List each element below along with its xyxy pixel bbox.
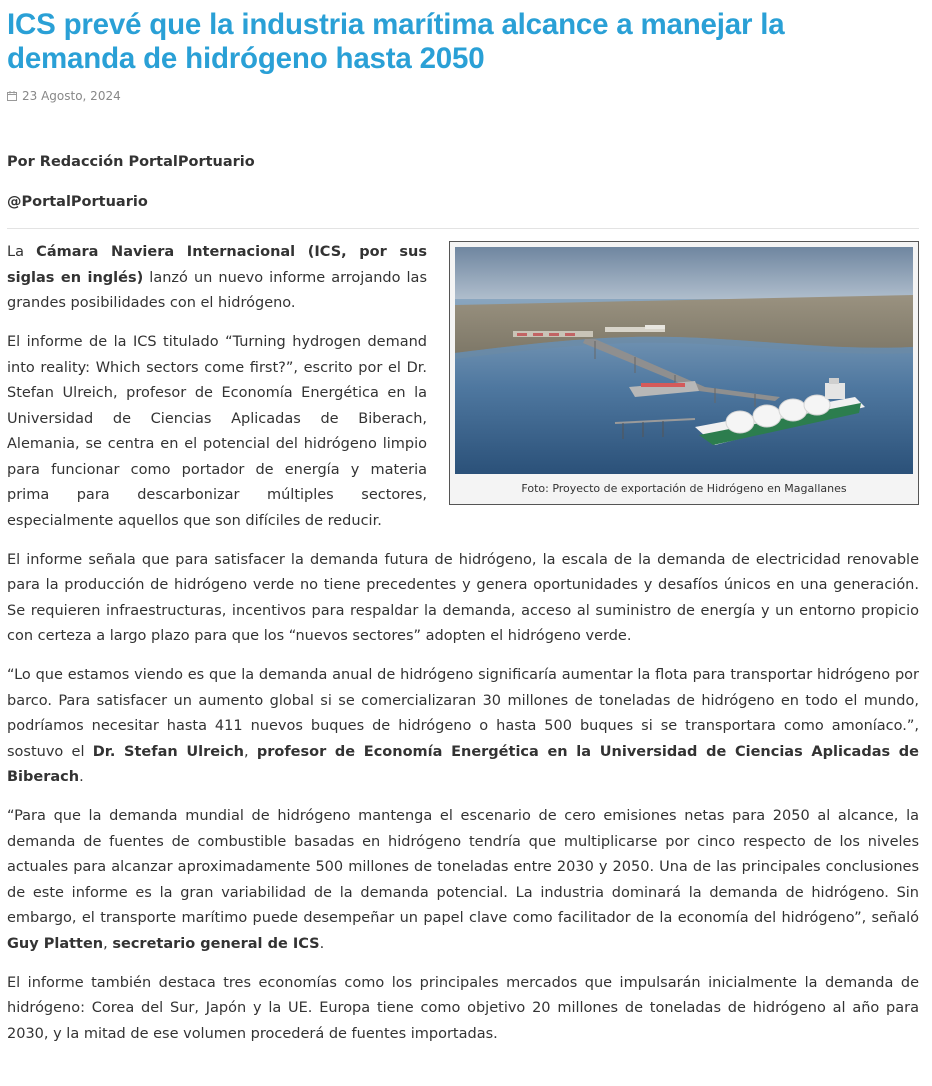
divider: [7, 228, 919, 229]
paragraph-6: El informe también destaca tres economías como los principales mercados que impulsarán inicialmente la demanda de hidrógeno: Corea del Sur, Japón y la UE. Europa tiene como objetivo 20 millones de toneladas de hidrógeno al año para 2030, y la mitad de ese volumen procederá de fuentes importadas.: [7, 974, 919, 1042]
bold-person-title: profesor de Economía Energética en la Universidad de Ciencias Aplicadas de Biberach: [7, 743, 920, 785]
bold-org-name: Cámara Naviera Internacional (ICS, por sus siglas en inglés): [7, 244, 428, 286]
bold-person-title: secretario general de ICS: [112, 935, 320, 952]
paragraph-5: “Para que la demanda mundial de hidrógeno mantenga el escenario de cero emisiones netas para 2050 al alcance, la demanda de fuentes de combustible basadas en hidrógeno tendría que multiplicarse por cinco respecto de los niveles actuales para alcanzar aproximadamente 500 millones de toneladas entre 2030 y 2050. Una de las principales conclusiones de este informe es la gran variabilidad de la demanda potencial. La industria dominará la demanda de hidrógeno. Sin embargo, el transporte marítimo puede desempeñar un papel clave como facilitador de la economía del hidrógeno”, señaló Guy Platten, secretario general de ICS.: [7, 808, 919, 952]
bold-person-name: Dr. Stefan Ulreich: [92, 743, 244, 760]
paragraph-3: El informe señala que para satisfacer la demanda futura de hidrógeno, la escala de la demanda de electricidad renovable para la producción de hidrógeno verde no tiene precedentes y genera oportunidades y desafíos únicos en una generación. Se requieren infraestructuras, incentivos para respaldar la demanda, acceso al suministro de energía y un entorno propicio con certeza a largo plazo para que los “nuevos sectores” adopten el hidrógeno verde.: [7, 551, 919, 644]
author-byline: Por Redacción PortalPortuario: [7, 154, 255, 170]
article-date: 23 Agosto, 2024: [22, 89, 121, 103]
port-photo: [455, 247, 913, 474]
paragraph-1: La Cámara Naviera Internacional (ICS, por sus siglas en inglés) lanzó un nuevo informe arrojando las grandes posibilidades con el hidrógeno.: [7, 244, 428, 311]
bold-person-name: Guy Platten: [7, 935, 104, 952]
author-handle: @PortalPortuario: [7, 194, 148, 210]
article-meta: [7, 86, 919, 106]
paragraph-4: “Lo que estamos viendo es que la demanda anual de hidrógeno significaría aumentar la flota para transportar hidrógeno por barco. Para satisfacer un aumento global si se comercializaran 30 millones de toneladas de hidrógeno en todo el mundo, podríamos necesitar hasta 411 nuevos buques de hidrógeno o hasta 500 buques si se transportara como amoníaco.”, sostuvo el Dr. Stefan Ulreich, profesor de Economía Energética en la Universidad de Ciencias Aplicadas de Biberach.: [7, 667, 920, 785]
figure-caption: Foto: Proyecto de exportación de Hidrógeno en Magallanes: [521, 482, 847, 495]
paragraph-2: El informe de la ICS titulado “Turning hydrogen demand into reality: Which sectors come first?”, escrito por el Dr. Stefan Ulreich, profesor de Economía Energética en la Universidad de Ciencias Aplicadas de Biberach, Alemania, se centra en el potencial del hidrógeno limpio para funcionar como portador de energía y materia prima para descarbonizar múltiples sectores, especialmente aquellos que son difíciles de reducir.: [7, 334, 427, 529]
article-figure: [449, 241, 919, 505]
article-body: [7, 240, 919, 1047]
calendar-icon: [7, 91, 17, 101]
article-title: ICS prevé que la industria marítima alcance a manejar la demanda de hidrógeno hasta 2050: [7, 8, 785, 75]
